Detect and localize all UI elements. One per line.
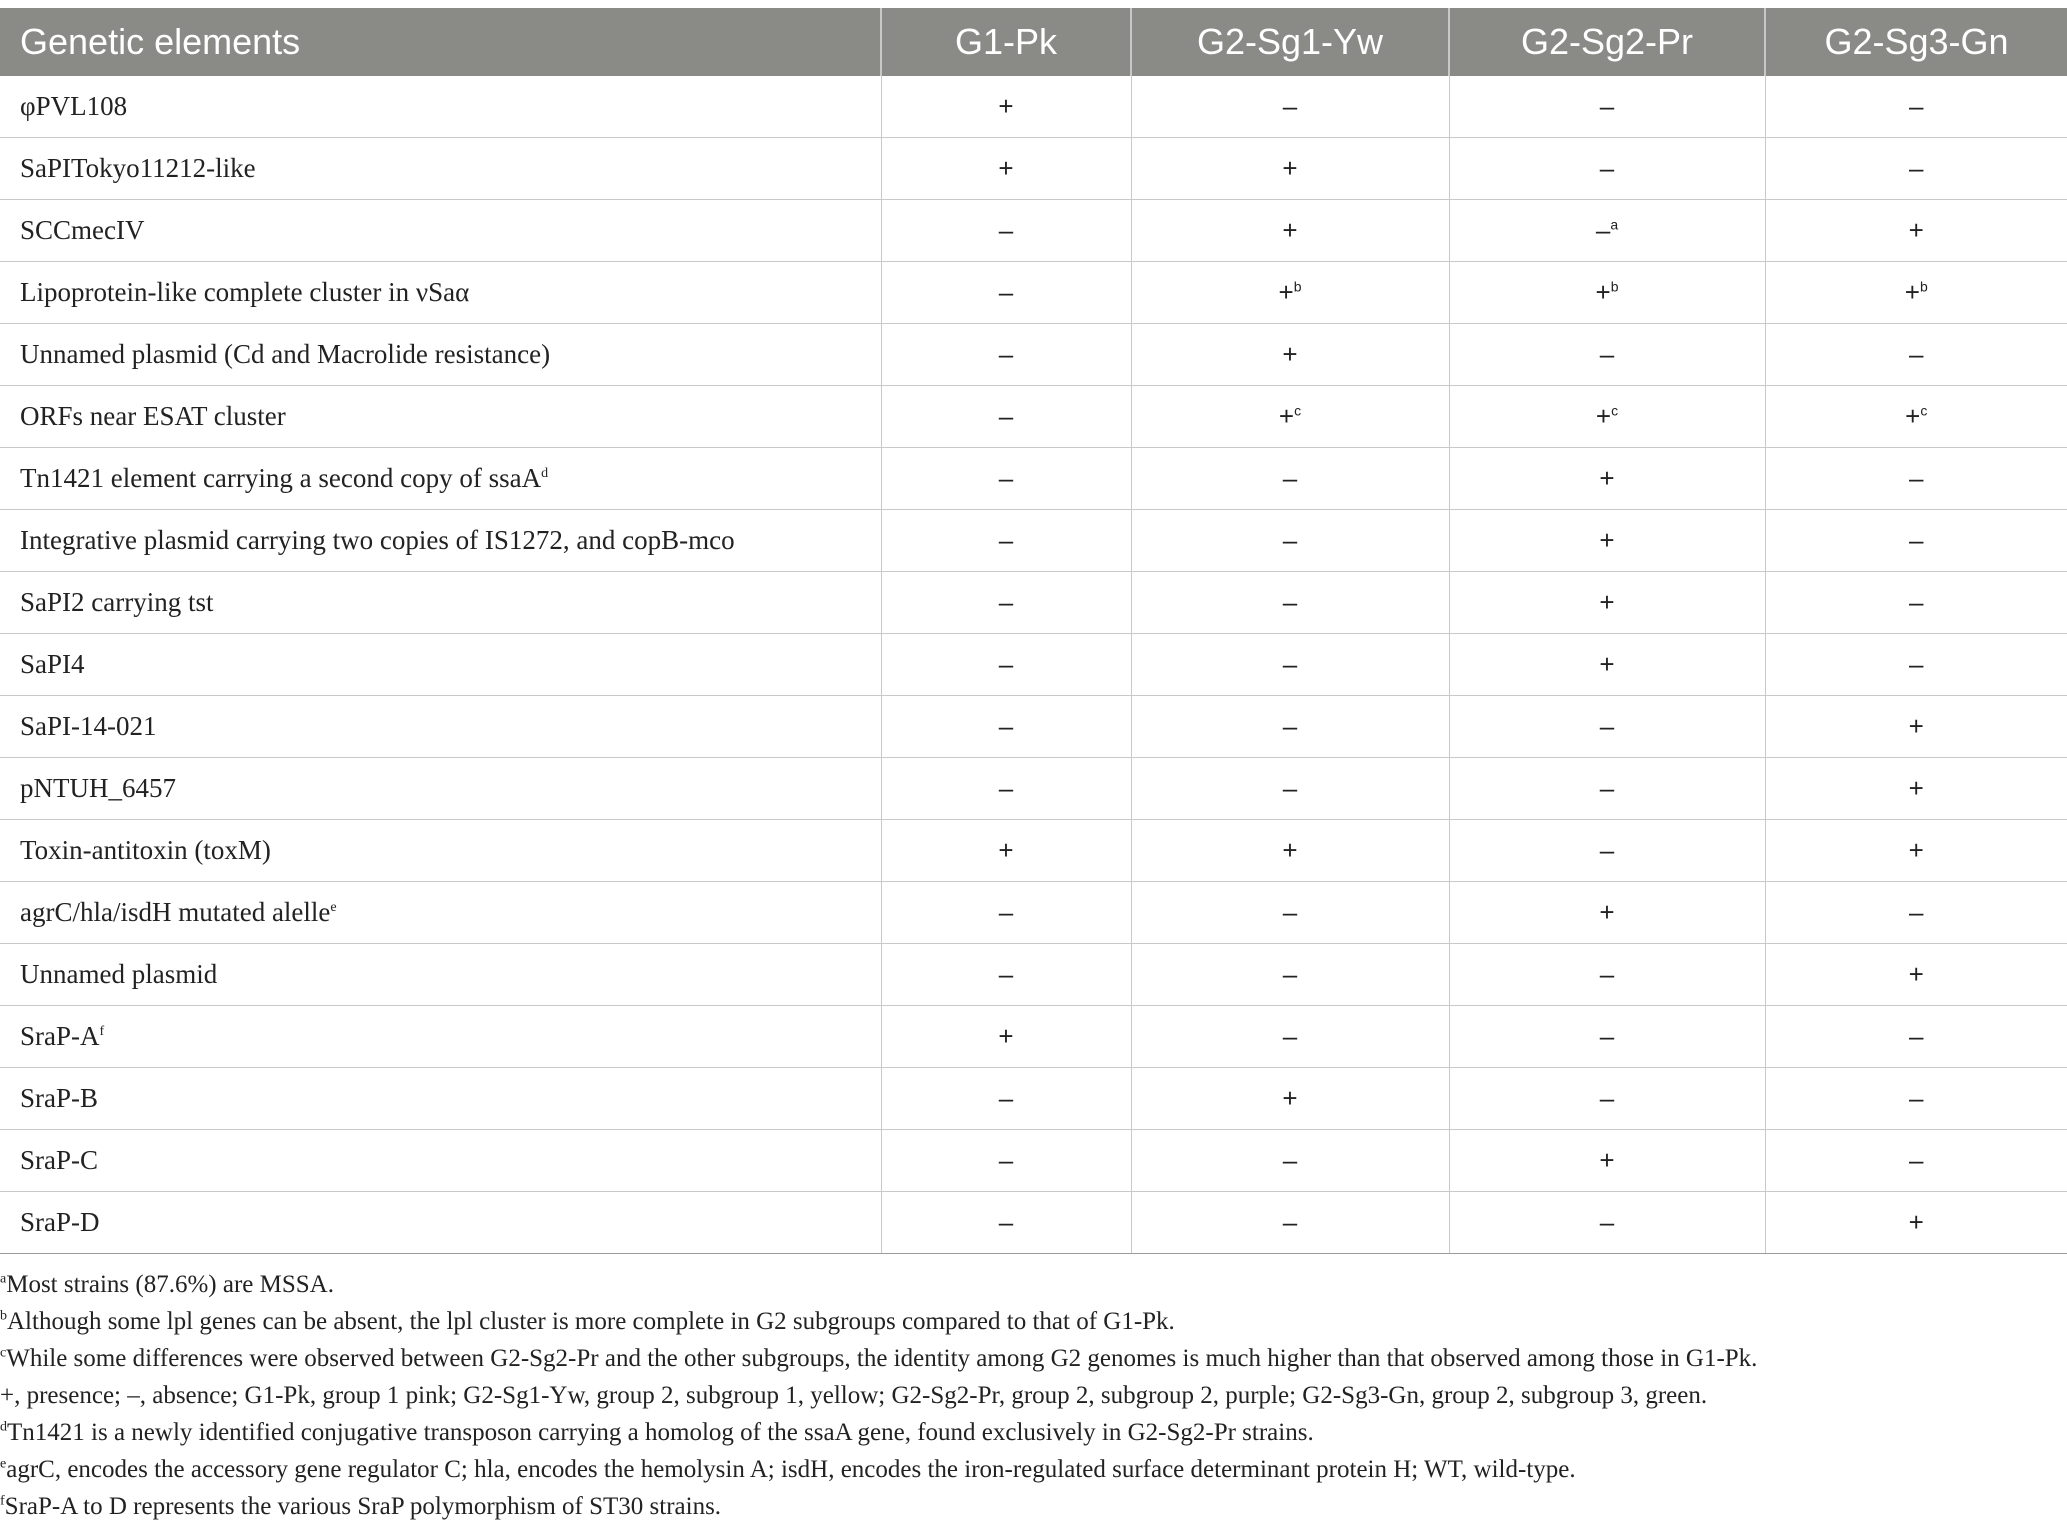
footnote <box>0 1414 2060 1451</box>
element-name-cell <box>0 882 881 944</box>
presence-mark <box>1449 882 1765 944</box>
presence-mark <box>881 138 1131 200</box>
mark-symbol: – <box>1595 215 1611 245</box>
mark-symbol: – <box>998 587 1014 617</box>
mark-symbol: – <box>998 339 1014 369</box>
presence-mark <box>1449 634 1765 696</box>
mark-symbol: – <box>1599 1207 1615 1237</box>
element-name-cell <box>0 572 881 634</box>
absence-mark <box>1765 572 2067 634</box>
footnote-marker: a <box>0 1271 7 1287</box>
mark-symbol: + <box>1905 401 1921 431</box>
presence-mark <box>881 76 1131 138</box>
table-row <box>0 510 2067 572</box>
presence-mark <box>1131 820 1449 882</box>
absence-mark <box>1131 882 1449 944</box>
mark-symbol: – <box>1282 1145 1298 1175</box>
footnote-marker: e <box>0 1456 7 1472</box>
mark-symbol: + <box>1282 153 1298 183</box>
mark-symbol: + <box>1599 649 1615 679</box>
mark-symbol: – <box>1909 649 1924 679</box>
presence-mark <box>881 820 1131 882</box>
absence-mark <box>1765 634 2067 696</box>
element-name: Lipoprotein-like complete cluster in νSaα <box>20 277 470 307</box>
header-g2-sg3-gn: G2-Sg3-Gn <box>1765 8 2067 76</box>
table-row <box>0 138 2067 200</box>
mark-symbol: + <box>1282 835 1298 865</box>
absence-mark <box>1765 324 2067 386</box>
element-name-cell <box>0 1068 881 1130</box>
footnote-text: agrC, encodes the accessory gene regulator C; hla, encodes the hemolysin A; isdH, encodes the iron-regulated surface determinant protein H; WT, wild-type. <box>6 1456 1576 1483</box>
presence-mark <box>1131 138 1449 200</box>
absence-mark <box>1131 572 1449 634</box>
mark-symbol: – <box>1282 1207 1298 1237</box>
mark-symbol: + <box>1278 401 1295 431</box>
absence-mark <box>1131 76 1449 138</box>
footnote <box>0 1377 2060 1414</box>
mark-symbol: – <box>1282 525 1298 555</box>
absence-mark <box>881 324 1131 386</box>
absence-mark <box>881 386 1131 448</box>
mark-symbol: + <box>1904 277 1920 307</box>
mark-symbol: – <box>1909 525 1924 555</box>
absence-mark <box>881 758 1131 820</box>
mark-symbol: – <box>1909 91 1924 121</box>
table-row <box>0 696 2067 758</box>
mark-symbol: – <box>1282 587 1298 617</box>
element-name-cell <box>0 262 881 324</box>
header-row <box>0 8 2067 76</box>
element-name: Integrative plasmid carrying two copies of IS1272, and copB-mco <box>20 525 735 555</box>
absence-mark <box>1765 76 2067 138</box>
absence-mark <box>1449 1192 1765 1254</box>
mark-symbol: – <box>998 711 1014 741</box>
absence-mark <box>1765 1006 2067 1068</box>
element-name: SCCmecIV <box>20 215 145 245</box>
mark-symbol: + <box>1599 897 1615 927</box>
mark-symbol: + <box>998 835 1014 865</box>
mark-symbol: – <box>1599 835 1615 865</box>
absence-mark <box>1449 200 1765 262</box>
mark-symbol: – <box>1909 153 1924 183</box>
absence-mark <box>1449 138 1765 200</box>
table-row <box>0 1130 2067 1192</box>
absence-mark <box>1131 1130 1449 1192</box>
absence-mark <box>881 634 1131 696</box>
footnote-marker: c <box>1611 402 1619 419</box>
absence-mark <box>1131 1192 1449 1254</box>
absence-mark <box>881 200 1131 262</box>
mark-symbol: + <box>1278 277 1294 307</box>
mark-symbol: – <box>1599 91 1615 121</box>
element-name: Unnamed plasmid (Cd and Macrolide resistance) <box>20 339 551 369</box>
element-name-cell <box>0 1006 881 1068</box>
element-name-cell <box>0 1130 881 1192</box>
mark-symbol: + <box>1599 525 1615 555</box>
footnotes <box>0 1266 2060 1525</box>
footnote-marker: e <box>330 900 337 915</box>
footnote-marker: a <box>1610 216 1619 233</box>
absence-mark <box>881 448 1131 510</box>
absence-mark <box>881 1130 1131 1192</box>
footnote-marker: c <box>0 1345 7 1361</box>
absence-mark <box>1765 1068 2067 1130</box>
element-name: SaPI2 carrying tst <box>20 587 214 617</box>
presence-mark <box>1765 944 2067 1006</box>
element-name: Tn1421 element carrying a second copy of ssaA <box>20 463 542 493</box>
presence-mark <box>1449 572 1765 634</box>
absence-mark <box>881 262 1131 324</box>
table-row <box>0 448 2067 510</box>
absence-mark <box>881 572 1131 634</box>
mark-symbol: + <box>998 153 1014 183</box>
mark-symbol: – <box>1599 711 1615 741</box>
table-row <box>0 324 2067 386</box>
presence-mark <box>1131 200 1449 262</box>
mark-symbol: – <box>998 401 1014 431</box>
mark-symbol: + <box>1282 339 1298 369</box>
footnote-marker: f <box>99 1024 105 1039</box>
absence-mark <box>1449 820 1765 882</box>
presence-mark <box>1131 262 1449 324</box>
mark-symbol: + <box>1282 1083 1298 1113</box>
footnote-marker: c <box>1294 402 1302 419</box>
absence-mark <box>1765 510 2067 572</box>
element-name-cell <box>0 1192 881 1254</box>
presence-mark <box>1765 696 2067 758</box>
element-name: ORFs near ESAT cluster <box>20 401 286 431</box>
table-container <box>0 8 2067 1254</box>
mark-symbol: – <box>1599 339 1615 369</box>
footnote-marker: b <box>0 1308 7 1324</box>
absence-mark <box>1449 76 1765 138</box>
presence-mark <box>1131 1068 1449 1130</box>
presence-mark <box>1765 386 2067 448</box>
mark-symbol: – <box>1599 1083 1615 1113</box>
absence-mark <box>1131 944 1449 1006</box>
element-name: agrC/hla/isdH mutated alelle <box>20 897 331 927</box>
footnote-text: While some differences were observed between G2-Sg2-Pr and the other subgroups, the identity among G2 genomes is much higher than that observed among those in G1-Pk. <box>6 1345 1758 1372</box>
mark-symbol: – <box>998 649 1014 679</box>
mark-symbol: – <box>1909 587 1924 617</box>
element-name: SraP-B <box>20 1083 99 1113</box>
table-row <box>0 820 2067 882</box>
mark-symbol: + <box>1908 835 1924 865</box>
table-row <box>0 634 2067 696</box>
mark-symbol: + <box>1908 215 1924 245</box>
element-name: SaPI4 <box>20 649 85 679</box>
genetic-elements-table <box>0 8 2067 1254</box>
footnote-marker: b <box>1919 278 1928 295</box>
table-row <box>0 386 2067 448</box>
mark-symbol: – <box>998 1207 1014 1237</box>
absence-mark <box>1131 696 1449 758</box>
presence-mark <box>1765 262 2067 324</box>
mark-symbol: – <box>1599 153 1615 183</box>
header-g1-pk: G1-Pk <box>881 8 1131 76</box>
mark-symbol: – <box>998 1145 1014 1175</box>
table-row <box>0 76 2067 138</box>
mark-symbol: – <box>1909 1021 1924 1051</box>
mark-symbol: – <box>1282 649 1298 679</box>
footnote <box>0 1488 2060 1525</box>
presence-mark <box>1765 820 2067 882</box>
mark-symbol: – <box>998 215 1014 245</box>
absence-mark <box>1131 634 1449 696</box>
mark-symbol: – <box>998 525 1014 555</box>
absence-mark <box>1131 1006 1449 1068</box>
mark-symbol: + <box>1908 773 1924 803</box>
mark-symbol: – <box>1909 463 1924 493</box>
absence-mark <box>1765 138 2067 200</box>
footnote-marker: f <box>0 1493 5 1509</box>
absence-mark <box>881 696 1131 758</box>
mark-symbol: – <box>1599 959 1615 989</box>
absence-mark <box>1131 510 1449 572</box>
mark-symbol: – <box>998 277 1014 307</box>
element-name: pNTUH_6457 <box>20 773 176 803</box>
footnote-text: Tn1421 is a newly identified conjugative transposon carrying a homolog of the ssaA gene, found exclusively in G2-Sg2-Pr strains. <box>7 1419 1314 1446</box>
presence-mark <box>1449 510 1765 572</box>
footnote-text: SraP-A to D represents the various SraP polymorphism of ST30 strains. <box>4 1493 722 1520</box>
mark-symbol: + <box>1908 1207 1924 1237</box>
absence-mark <box>1765 882 2067 944</box>
footnote-marker: c <box>1920 402 1928 419</box>
element-name-cell <box>0 944 881 1006</box>
mark-symbol: + <box>1908 959 1924 989</box>
footnote-marker: b <box>1293 278 1302 295</box>
mark-symbol: – <box>1909 339 1924 369</box>
mark-symbol: + <box>1599 463 1615 493</box>
mark-symbol: – <box>998 1083 1014 1113</box>
mark-symbol: + <box>998 1021 1014 1051</box>
element-name: SraP-A <box>20 1021 100 1051</box>
presence-mark <box>1765 200 2067 262</box>
mark-symbol: – <box>998 897 1014 927</box>
presence-mark <box>1449 448 1765 510</box>
mark-symbol: – <box>1599 773 1615 803</box>
footnote-text: Although some lpl genes can be absent, the lpl cluster is more complete in G2 subgroups compared to that of G1-Pk. <box>7 1308 1175 1335</box>
header-genetic-elements: Genetic elements <box>0 8 881 76</box>
table-row <box>0 572 2067 634</box>
mark-symbol: – <box>998 959 1014 989</box>
absence-mark <box>1765 1130 2067 1192</box>
element-name-cell <box>0 510 881 572</box>
mark-symbol: – <box>1282 773 1298 803</box>
footnote-marker: b <box>1610 278 1619 295</box>
mark-symbol: – <box>1909 1145 1924 1175</box>
mark-symbol: + <box>1595 277 1611 307</box>
footnote <box>0 1451 2060 1488</box>
mark-symbol: – <box>1909 897 1924 927</box>
absence-mark <box>1449 324 1765 386</box>
mark-symbol: + <box>1908 711 1924 741</box>
footnote-text: Most strains (87.6%) are MSSA. <box>6 1271 334 1298</box>
element-name-cell <box>0 820 881 882</box>
element-name: SraP-D <box>20 1207 100 1237</box>
absence-mark <box>881 1068 1131 1130</box>
element-name: SaPITokyo11212-like <box>20 153 256 183</box>
presence-mark <box>1131 386 1449 448</box>
element-name-cell <box>0 200 881 262</box>
footnote <box>0 1303 2060 1340</box>
presence-mark <box>1765 1192 2067 1254</box>
absence-mark <box>1765 448 2067 510</box>
table-row <box>0 882 2067 944</box>
presence-mark <box>1131 324 1449 386</box>
presence-mark <box>1765 758 2067 820</box>
absence-mark <box>1449 1068 1765 1130</box>
mark-symbol: – <box>1282 897 1298 927</box>
table-row <box>0 1192 2067 1254</box>
footnote <box>0 1266 2060 1303</box>
footnote-marker: d <box>0 1419 7 1435</box>
footnote-marker: d <box>541 466 549 481</box>
table-row <box>0 944 2067 1006</box>
element-name: SaPI-14-021 <box>20 711 157 741</box>
absence-mark <box>881 944 1131 1006</box>
element-name: SraP-C <box>20 1145 99 1175</box>
element-name-cell <box>0 324 881 386</box>
element-name: Unnamed plasmid <box>20 959 218 989</box>
mark-symbol: + <box>1595 401 1612 431</box>
element-name-cell <box>0 386 881 448</box>
absence-mark <box>1449 1006 1765 1068</box>
absence-mark <box>1449 758 1765 820</box>
mark-symbol: – <box>1282 711 1298 741</box>
mark-symbol: + <box>1599 1145 1615 1175</box>
absence-mark <box>1131 758 1449 820</box>
header-g2-sg2-pr: G2-Sg2-Pr <box>1449 8 1765 76</box>
table-row <box>0 262 2067 324</box>
mark-symbol: – <box>998 463 1014 493</box>
absence-mark <box>881 510 1131 572</box>
mark-symbol: – <box>1282 91 1298 121</box>
absence-mark <box>1449 696 1765 758</box>
mark-symbol: – <box>1282 1021 1298 1051</box>
footnote <box>0 1340 2060 1377</box>
element-name-cell <box>0 76 881 138</box>
element-name-cell <box>0 634 881 696</box>
element-name: Toxin-antitoxin (toxM) <box>20 835 271 865</box>
mark-symbol: + <box>1599 587 1615 617</box>
table-row <box>0 200 2067 262</box>
mark-symbol: – <box>1599 1021 1615 1051</box>
mark-symbol: – <box>1282 959 1298 989</box>
absence-mark <box>1449 944 1765 1006</box>
element-name-cell <box>0 758 881 820</box>
mark-symbol: – <box>998 773 1014 803</box>
mark-symbol: + <box>1282 215 1298 245</box>
absence-mark <box>1131 448 1449 510</box>
header-g2-sg1-yw: G2-Sg1-Yw <box>1131 8 1449 76</box>
element-name-cell <box>0 448 881 510</box>
element-name: φPVL108 <box>20 91 128 121</box>
presence-mark <box>1449 1130 1765 1192</box>
mark-symbol: – <box>1282 463 1298 493</box>
element-name-cell <box>0 696 881 758</box>
table-body <box>0 76 2067 1254</box>
mark-symbol: + <box>998 91 1014 121</box>
mark-symbol: – <box>1909 1083 1924 1113</box>
table-row <box>0 1006 2067 1068</box>
presence-mark <box>1449 386 1765 448</box>
absence-mark <box>881 1192 1131 1254</box>
presence-mark <box>1449 262 1765 324</box>
element-name-cell <box>0 138 881 200</box>
table-row <box>0 1068 2067 1130</box>
table-row <box>0 758 2067 820</box>
presence-mark <box>881 1006 1131 1068</box>
footnote-text: +, presence; –, absence; G1-Pk, group 1 pink; G2-Sg1-Yw, group 2, subgroup 1, yellow; G2-Sg2-Pr, group 2, subgroup 2, purple; G2-Sg3-Gn, group 2, subgroup 3, green. <box>0 1382 1708 1409</box>
absence-mark <box>881 882 1131 944</box>
